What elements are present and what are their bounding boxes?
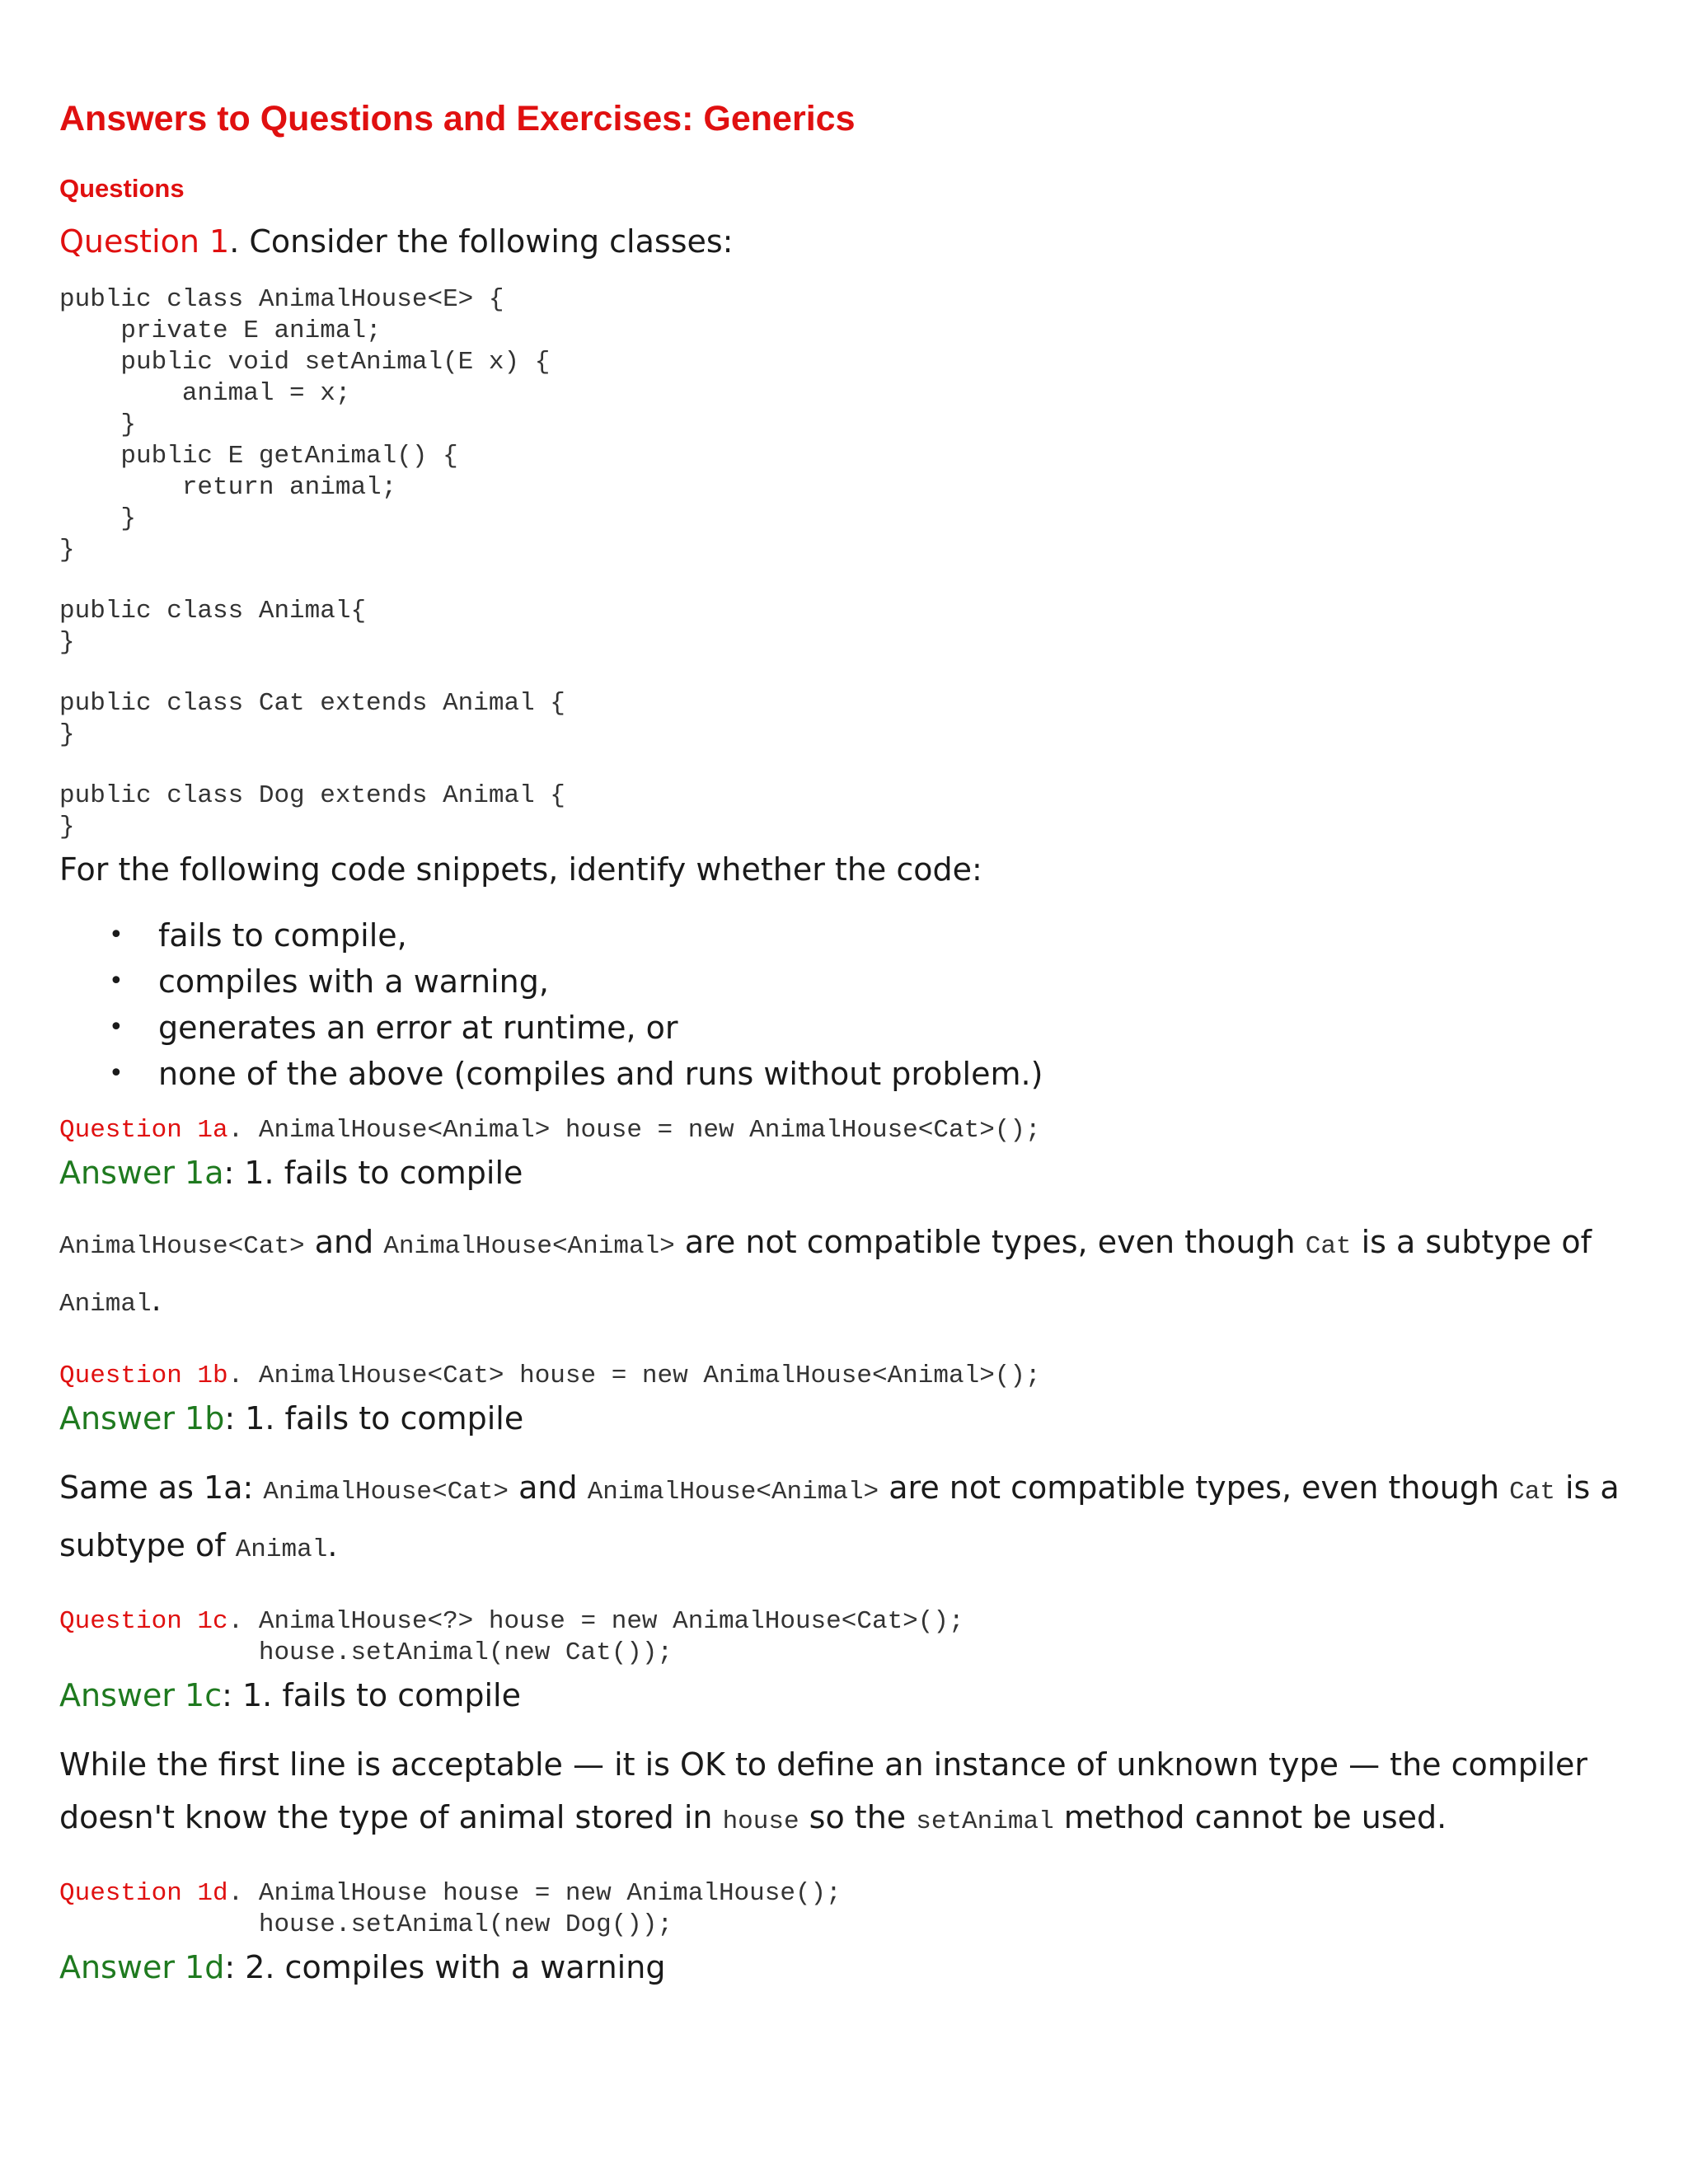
question-1a-label: Question 1a bbox=[59, 1116, 228, 1145]
answer-1b bbox=[59, 1392, 1629, 1445]
explanation-1c: While the first line is acceptable — it is OK to define an instance of unknown type — the compiler doesn't know the type of animal stored in house so the setAnimal method cannot be used. bbox=[59, 1746, 1588, 1836]
answer-1d-text: : 2. compiles with a warning bbox=[224, 1949, 666, 1985]
question-1d-label: Question 1d bbox=[59, 1879, 228, 1908]
answer-1a-text: : 1. fails to compile bbox=[223, 1155, 523, 1191]
code-animal-class: public class Animal{ } bbox=[59, 597, 367, 657]
answer-1d bbox=[59, 1941, 1629, 1994]
bullet-icon: • bbox=[109, 921, 124, 949]
question-1-intro bbox=[59, 215, 1629, 268]
bullet-icon: • bbox=[109, 1059, 124, 1088]
question-1a bbox=[59, 1115, 1629, 1146]
option-item: • generates an error at runtime, or bbox=[59, 1005, 1629, 1051]
question-1c-label: Question 1c bbox=[59, 1607, 228, 1636]
answer-1b-text: : 1. fails to compile bbox=[224, 1400, 524, 1436]
explanation-1b: Same as 1a: AnimalHouse<Cat> and AnimalHouse<Animal> are not compatible types, even though Cat is a subtype of Animal. bbox=[59, 1469, 1620, 1564]
option-item: • fails to compile, bbox=[59, 912, 1629, 958]
answer-1c bbox=[59, 1669, 1629, 1722]
question-1-instructions: For the following code snippets, identify whether the code: bbox=[59, 851, 982, 888]
option-item: • compiles with a warning, bbox=[59, 958, 1629, 1005]
question-1c-code: . AnimalHouse<?> house = new AnimalHouse<Cat>(); house.setAnimal(new Cat()); bbox=[227, 1607, 964, 1667]
question-1d-code: . AnimalHouse house = new AnimalHouse(); house.setAnimal(new Dog()); bbox=[227, 1879, 842, 1939]
question-1c bbox=[59, 1606, 1629, 1669]
section-heading-questions: Questions bbox=[59, 174, 185, 203]
options-list bbox=[59, 912, 1629, 1097]
question-1a-code: . AnimalHouse<Animal> house = new AnimalHouse<Cat>(); bbox=[227, 1116, 1041, 1145]
answer-1b-label: Answer 1b bbox=[59, 1400, 225, 1436]
question-1b-code: . AnimalHouse<Cat> house = new AnimalHouse<Animal>(); bbox=[227, 1361, 1041, 1390]
answer-1d-label: Answer 1d bbox=[59, 1949, 225, 1985]
code-dog-class: public class Dog extends Animal { } bbox=[59, 781, 565, 841]
document-page bbox=[59, 82, 1629, 1994]
question-1-label: Question 1 bbox=[59, 223, 230, 260]
answer-1a-label: Answer 1a bbox=[59, 1155, 224, 1191]
code-cat-class: public class Cat extends Animal { } bbox=[59, 689, 565, 749]
document-title: Answers to Questions and Exercises: Generics bbox=[59, 99, 856, 138]
question-1b bbox=[59, 1361, 1629, 1392]
bullet-icon: • bbox=[109, 1013, 124, 1042]
question-1-text: . Consider the following classes: bbox=[229, 223, 734, 260]
bullet-icon: • bbox=[109, 967, 124, 996]
code-animalhouse-class: public class AnimalHouse<E> { private E animal; public void setAnimal(E x) { animal = x; } public E getAnimal() { return animal; } } bbox=[59, 285, 551, 565]
option-item: • none of the above (compiles and runs without problem.) bbox=[59, 1051, 1629, 1097]
question-1b-label: Question 1b bbox=[59, 1361, 228, 1390]
answer-1c-label: Answer 1c bbox=[59, 1677, 223, 1713]
explanation-1a: AnimalHouse<Cat> and AnimalHouse<Animal> are not compatible types, even though Cat is a subtype of Animal. bbox=[59, 1224, 1592, 1319]
question-1d bbox=[59, 1878, 1629, 1941]
answer-1c-text: : 1. fails to compile bbox=[222, 1677, 521, 1713]
answer-1a bbox=[59, 1146, 1629, 1199]
